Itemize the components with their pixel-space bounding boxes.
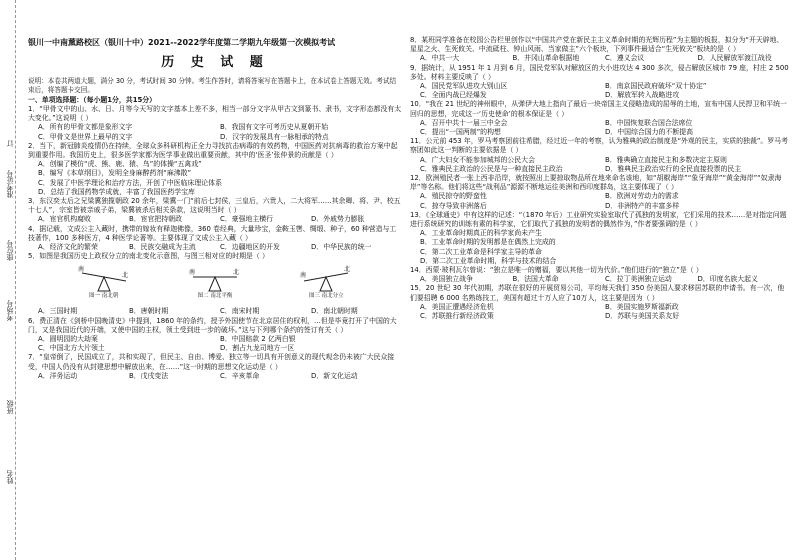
question-7 bbox=[28, 353, 402, 381]
question-13 bbox=[410, 211, 790, 266]
option-a: A．广大妇女不能参加城邦的公民大会 bbox=[420, 155, 535, 164]
option-d: D．新文化运动 bbox=[311, 371, 358, 380]
left-column bbox=[28, 0, 402, 381]
figure-3 bbox=[291, 263, 361, 307]
option-c: C．拉丁美洲独立运动 bbox=[605, 275, 672, 284]
option-a: A．经济文化的繁荣 bbox=[38, 243, 98, 252]
option-a: A．圆明园的大劫案 bbox=[38, 335, 98, 344]
exam-instructions: 说明：本卷共两道大题，满分 30 分，考试时间 30 分钟。考生作答时，请将答案写在答题卡上，在本试卷上答题无效。考试结束后，将答题卡交回。 bbox=[28, 77, 397, 94]
question-3 bbox=[28, 197, 402, 225]
option-d: D．苏联与美国关系友好 bbox=[605, 312, 680, 321]
option-b: B．雅典确立直接民主和多数决定主原则 bbox=[605, 155, 727, 164]
option-a: A．三国时期 bbox=[38, 307, 78, 316]
question-stem: 10．“我在 21 世纪的神州眼中，从弹伊大地上指向了最后一块帝国主义侵略造成的屈辱的土地，宣布中国人民捍卫和平统一回归的思想，完成这一‘历史使命’的根本保证是（ ） bbox=[410, 100, 787, 118]
question-10 bbox=[410, 100, 790, 137]
option-c: C．雅典民主政治的公民是与一种直接民主政治 bbox=[420, 164, 563, 173]
option-b: B．我国有文字可考历史从夏朝开始 bbox=[220, 123, 329, 132]
svg-text:南: 南 bbox=[77, 266, 84, 274]
binding-dashed-line bbox=[15, 0, 16, 560]
question-stem: 13．《全球通史》中有这样的记述：“（1870 年后）工业研究实验室取代了孤独的发明家，它们采用的技术……是对指定问题进行系统研究的训练有素的科学家，它们取代了孤独的发明者的偶然作为，”作者要强调的是（ ） bbox=[410, 210, 787, 229]
option-a: A．召开中共十一届三中全会 bbox=[420, 118, 508, 127]
option-a: A．洋务运动 bbox=[38, 371, 78, 380]
svg-text:北: 北 bbox=[344, 266, 351, 274]
option-d: D．人民解放军渡江战役 bbox=[697, 54, 772, 63]
option-a: A．中共一大 bbox=[420, 54, 460, 63]
binding-margin bbox=[2, 0, 26, 560]
option-a: A．殖民掠夺的野蛮性 bbox=[420, 192, 487, 201]
option-c: C．掠夺导致非洲落后 bbox=[420, 201, 487, 210]
balance-diagram-2 bbox=[185, 263, 245, 293]
option-c: C．发展了中医学理论和治疗方法，开创了中医临床理论体系 bbox=[38, 178, 222, 187]
option-c: C．豪强地主横行 bbox=[220, 215, 274, 224]
figure-caption: 图三 南北分立 bbox=[308, 293, 344, 300]
option-d: D．中华民族的统一 bbox=[311, 243, 372, 252]
question-stem: 11．公元前 453 年，罗马考察团前往希腊，经过近一年的考察，认为雅典的政治制度是“外观的民主，实质的独裁”。罗马考察团如此这一判断的主要依据是（ ） bbox=[410, 137, 788, 155]
option-b: B．编写《本草纲目》，发明全身麻醉药剂“麻沸散” bbox=[38, 169, 192, 178]
exam-header: 银川一中南薰路校区（银川十中）2021--2022学年度第二学期九年级第一次模拟考试 bbox=[28, 38, 336, 47]
option-b: B．美国实施罗斯福新政 bbox=[605, 302, 679, 311]
margin-label-seal: 订 bbox=[6, 140, 14, 147]
option-c: C．南宋时期 bbox=[220, 307, 260, 316]
question-6 bbox=[28, 317, 402, 354]
option-d: D．印度名族大起义 bbox=[697, 275, 758, 284]
option-c: C．苏联推行新经济政策 bbox=[420, 312, 494, 321]
option-a: A．创编了模仿“虎、熊、鹿、猿、鸟”的体操“五禽戏” bbox=[38, 160, 202, 169]
question-1 bbox=[28, 105, 402, 142]
option-c: C．中国北方大片领土 bbox=[38, 344, 105, 353]
option-d: D．中国综合国力的不断提高 bbox=[605, 128, 693, 137]
option-b: B．中国恢复联合国合法席位 bbox=[605, 118, 693, 127]
option-b: B．中国赔款 2 亿两白银 bbox=[220, 335, 296, 344]
option-a: A．工业革命时期真正的科学家尚未产生 bbox=[420, 229, 542, 238]
question-stem: 5．如图是我国历史上政权分立的南北变化示意图，与图三相对应的时期是（ ） bbox=[28, 252, 269, 261]
option-d: D．总结了我国药物学成就，丰富了我国医药学宝库 bbox=[38, 187, 195, 196]
figure-1 bbox=[69, 263, 139, 307]
option-a: A．美国独立战争 bbox=[420, 275, 473, 284]
svg-text:南: 南 bbox=[188, 269, 195, 277]
option-c: C．提出“一国两制”的构想 bbox=[420, 128, 501, 137]
question-stem: 9．据统计，从 1951 年 1 月到 6 月，国民党军队对解放区的大小进攻达 4 300 多次，侵占解放区城市 79 座，村庄 2 500 多处。材料主要反映了（ ） bbox=[410, 63, 789, 81]
margin-label-class: 班级 bbox=[6, 400, 14, 414]
option-d: D．非洲特产的丰富多样 bbox=[605, 201, 680, 210]
balance-figures bbox=[28, 261, 402, 307]
svg-text:北: 北 bbox=[232, 269, 239, 277]
margin-label-room: 考场号 bbox=[6, 300, 14, 321]
option-b: B．宦官把持朝政 bbox=[129, 215, 182, 224]
question-15 bbox=[410, 284, 790, 321]
figure-caption: 图一 南北朝 bbox=[89, 293, 119, 300]
question-11 bbox=[410, 137, 790, 174]
option-b: B．南京国民政府破坏“双十协定” bbox=[605, 82, 707, 91]
option-c: C．遵义会议 bbox=[605, 54, 645, 63]
question-stem: 2．当下，新冠肺炎疫情仍在持续，全球众多科研机构正全力寻找抗击病毒的有效药物，中国医药对抗病毒的救治方案中起到重要作用。我国历史上，很多医学家都为医学事业做出重要贡献，其中的‘医圣’张仲景的贡献是（ ） bbox=[28, 141, 398, 160]
question-5 bbox=[28, 252, 402, 316]
option-b: B．戊戌变法 bbox=[129, 371, 169, 380]
right-column bbox=[410, 36, 790, 321]
question-9 bbox=[410, 64, 790, 101]
question-stem: 12．欧洲殖民者一张上西非沿岸，就按照出上要掠取物品所在地来命名该地，如“胡椒海岸”“象牙海岸”“黄金海岸”“奴隶海岸”等名称。他们将这些“战利品”源源不断地运往美洲和西印度群岛，这主要体现了（ ） bbox=[410, 174, 782, 192]
question-stem: 15．20 世纪 30 年代初期，苏联在很好的开展贸易公司，平均每天我们 350 份美国人要求移居苏联的申请书。有一次，他们要招聘 6 000 名熟练技工，美国有超过十万人应了10万人，这主要是因为（ ） bbox=[410, 284, 785, 302]
option-d: D．汉字的发展具有一脉相承的特点 bbox=[220, 132, 329, 141]
question-stem: 6．费正清在《剑桥中国晚清史》中提到，1860 年的条约，授予外国使节在北京居住的权利，…但是毕竟打开了中国的大门，又是我国近代的开端，又使中国的主权，领土受到进一步的破坏。”这与下列哪个条约的签订有关（ ） bbox=[28, 316, 397, 334]
question-2 bbox=[28, 142, 402, 197]
svg-text:南: 南 bbox=[300, 272, 307, 280]
question-stem: 3．东汉奕太后之兄梁冀独揽朝政 20 余年，梁冀一门“前后七封侯，三皇后，六贵人，二大将军……其余卿、将、尹、校五十七人”，宗室皆被亲戚子弟，梁冀被杀后相关条款，这说明当时（ ） bbox=[28, 197, 401, 215]
balance-diagram-1 bbox=[74, 263, 134, 293]
option-d: D．外戚势力膨胀 bbox=[311, 215, 365, 224]
option-d: D．解放军转入战略进攻 bbox=[605, 91, 680, 100]
question-12 bbox=[410, 174, 790, 211]
option-d: D．第二次工业革命时期，科学与技术的结合 bbox=[420, 256, 557, 265]
page-title: 历 史 试 题 bbox=[161, 55, 269, 71]
option-b: B．欧洲对劳动力的需求 bbox=[605, 192, 679, 201]
figure-2 bbox=[180, 263, 250, 307]
option-b: B．法国大革命 bbox=[512, 275, 559, 284]
option-c: C．甲骨文是世界上最早的文字 bbox=[38, 132, 133, 141]
balance-diagram-3 bbox=[296, 263, 356, 293]
option-a: A．宦官机构腐败 bbox=[38, 215, 91, 224]
question-8 bbox=[410, 36, 790, 64]
figure-caption: 图二 南北平衡 bbox=[197, 293, 233, 300]
option-c: C．全面内战已经爆发 bbox=[420, 91, 487, 100]
option-c: C．第二次工业革命是科学家主导的革命 bbox=[420, 247, 542, 256]
option-c: C．边疆地区的开发 bbox=[220, 243, 280, 252]
option-b: B．民族交融成为主流 bbox=[129, 243, 196, 252]
question-stem: 8．某班同学准备在校园公告栏里创作以“中国共产党在新民主主义革命时期的光辉历程”为主题的板报，拟分为“开天辟地、星星之火、生死攸关、中流砥柱、钟山风雨、当家做主”六个板块，下列事件最适合“生死攸关”板块的是（ ） bbox=[410, 36, 784, 54]
question-14 bbox=[410, 266, 790, 284]
option-c: C．辛亥革命 bbox=[220, 371, 260, 380]
option-a: A．国民党军队进攻大别山区 bbox=[420, 82, 508, 91]
option-d: D．割占九龙司地方一区 bbox=[220, 344, 295, 353]
section-heading: 一、单项选择题：（每小题1分，共15分） bbox=[28, 95, 157, 104]
option-b: B．井冈山革命根据地 bbox=[512, 54, 580, 63]
option-b: B．唐朝时期 bbox=[129, 307, 169, 316]
option-d: D．南北朝时期 bbox=[311, 307, 358, 316]
question-stem: 7．“皇帝倒了，民国成立了，共和实现了，但民主、自由、博爱、独立等一切具有开创意义的现代观念仍未被广大民众接受，中国人仍没有从封建思想中解放出来，在……”这一时期的思想文化运动是（ ） bbox=[28, 353, 395, 371]
option-b: B．工业革命时期的发明都是在偶然上完成的 bbox=[420, 238, 556, 247]
question-stem: 14．西蒙·玻利瓦尔曾说：“独立是唯一的赠福，要以其他一切为代价。”他们进行的“独立”是（ ） bbox=[410, 266, 703, 275]
svg-text:北: 北 bbox=[121, 272, 128, 280]
margin-label-seat: 座位号 bbox=[6, 240, 14, 261]
question-stem: 1．“甲骨文中的山、水、日、月等今天写的文字基本上差不多，相当一部分文字从甲古文到篆书、隶书，文字形态都没有太大变化。”这说明（ ） bbox=[28, 105, 402, 123]
option-d: D．雅典民主政治实行的全民直接投票的民主 bbox=[605, 164, 742, 173]
margin-label-exam-number: 准考证号 bbox=[6, 170, 14, 198]
question-stem: 4．据记载，文成公主入藏时，携带的嫁妆有释迦佛像，360 卷经典，大量珍宝，金鞍玉辔、绸缎、种子，60 种营造与工技著作，100 多种医方，4 种医学论著等。主要体现了文成公主入藏（ ） bbox=[28, 224, 397, 242]
margin-label-name: 姓名 bbox=[6, 470, 14, 484]
question-4 bbox=[28, 225, 402, 253]
option-a: A．美国正遭遇经济危机 bbox=[420, 302, 494, 311]
option-a: A．所有的甲骨文都是象形文字 bbox=[38, 123, 133, 132]
